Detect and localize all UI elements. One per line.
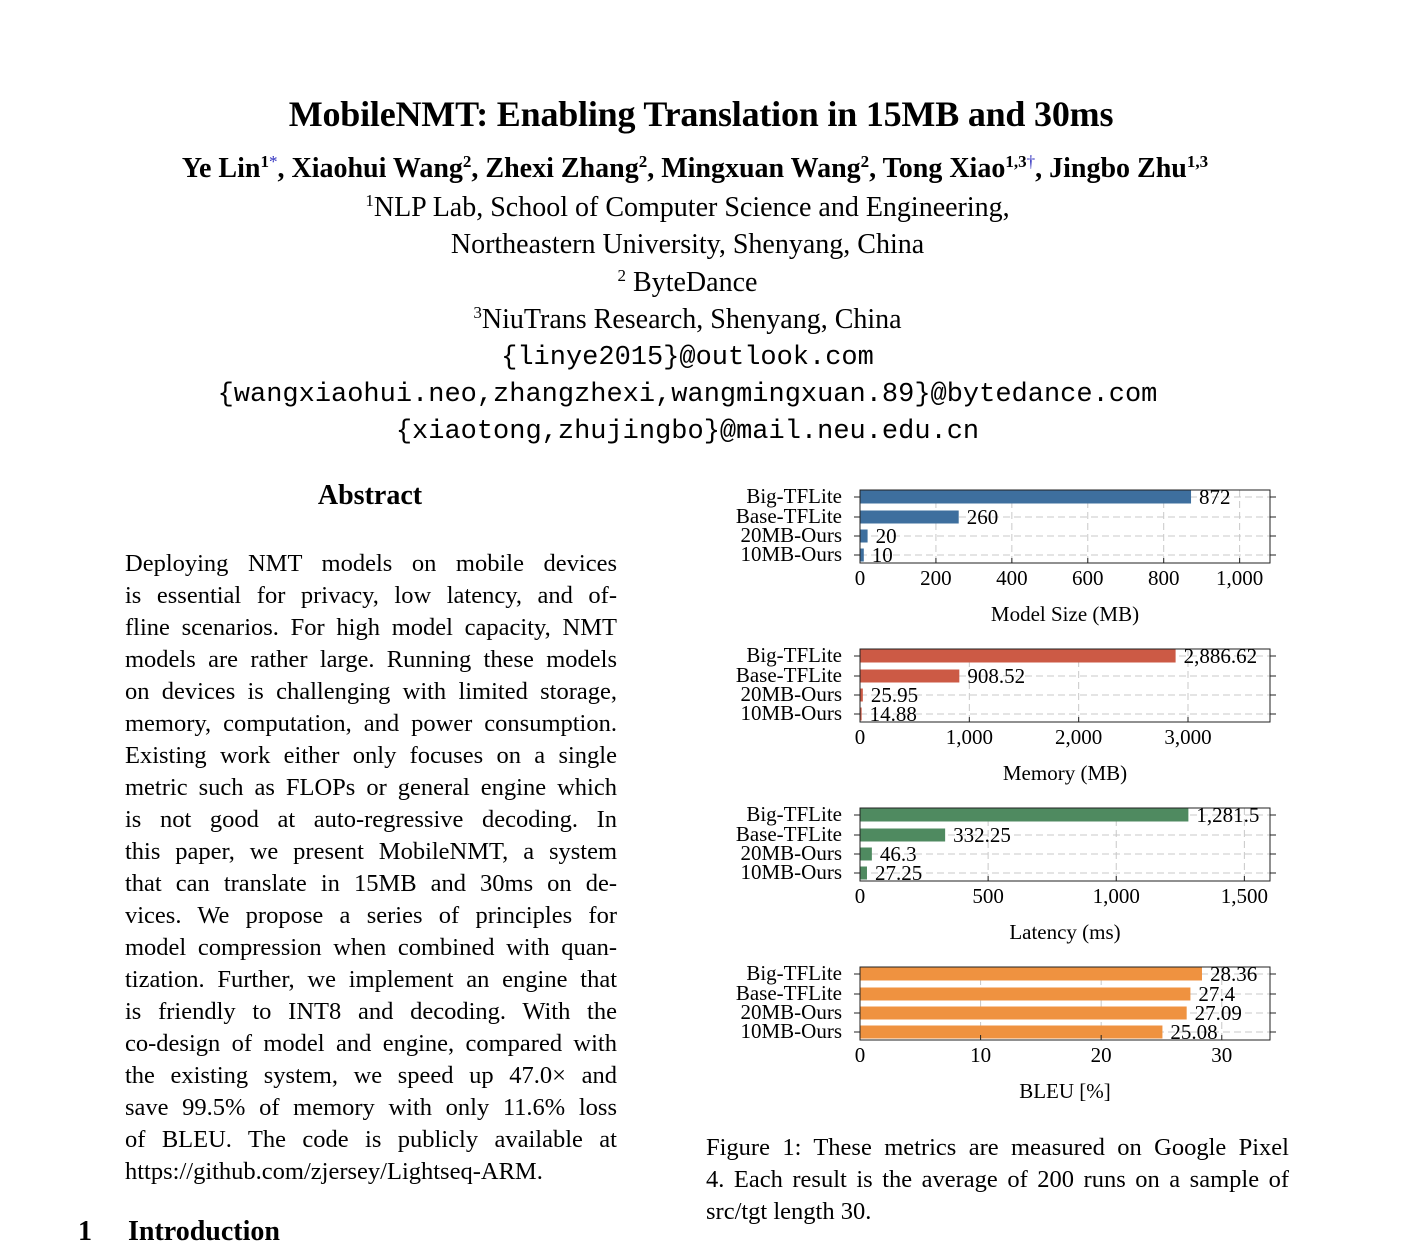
footnote-mark[interactable]: *	[268, 151, 278, 171]
data-label: 46.3	[879, 842, 917, 866]
figure-1-charts	[690, 478, 1290, 1110]
bar	[860, 1026, 1162, 1039]
x-axis-label: Model Size (MB)	[990, 602, 1140, 626]
affiliation-1-line-2: Northeastern University, Shenyang, China	[450, 229, 925, 260]
category-label: Base-TFLite	[735, 663, 842, 687]
email-line: {wangxiaohui.neo,zhangzhexi,wangmingxuan.89}@bytedance.com	[217, 380, 1158, 410]
abstract-line: models are rather large. Running these models	[125, 646, 617, 673]
data-label: 27.09	[1194, 1001, 1242, 1025]
x-axis-label: Memory (MB)	[1002, 761, 1128, 785]
data-label: 908.52	[967, 664, 1026, 688]
abstract-line: the existing system, we speed up 47.0× and	[125, 1062, 617, 1089]
category-label: Big-TFLite	[746, 802, 842, 826]
abstract-line: co-design of model and engine, compared with	[125, 1030, 617, 1057]
bar	[860, 988, 1190, 1001]
abstract-line: fline scenarios. For high model capacity, NMT	[125, 614, 617, 641]
x-tick-label: 0	[854, 725, 866, 749]
abstract-line: Existing work either only focuses on a single	[125, 742, 617, 769]
bar	[860, 1007, 1187, 1020]
bar	[860, 829, 945, 842]
author: Tong Xiao$^{1,3\dagger}$,	[882, 151, 1050, 184]
author: Xiaohui Wang$^2$,	[291, 151, 486, 184]
x-tick-label: 0	[854, 884, 866, 908]
category-label: Big-TFLite	[746, 961, 842, 985]
data-label: 2,886.62	[1183, 644, 1258, 668]
category-label: 20MB-Ours	[740, 682, 842, 706]
caption-line: src/tgt length 30.	[706, 1198, 872, 1225]
figure-caption	[706, 1132, 1289, 1228]
x-tick-label: 3,000	[1164, 725, 1212, 749]
category-label: 20MB-Ours	[740, 1000, 842, 1024]
chart-panel	[736, 643, 1276, 785]
bar	[860, 968, 1202, 981]
bar	[860, 549, 864, 562]
author-list	[0, 153, 1390, 185]
data-label: 25.95	[870, 683, 919, 707]
abstract-line: on devices is challenging with limited storage,	[125, 678, 617, 705]
category-label: Big-TFLite	[746, 643, 842, 667]
affiliation-1-line-1: $^1$NLP Lab, School of Computer Science and Engineering,	[365, 190, 1010, 223]
abstract-line: this paper, we present MobileNMT, a system	[125, 838, 617, 865]
category-label: Big-TFLite	[746, 484, 842, 508]
category-label: 10MB-Ours	[740, 542, 842, 566]
chart-panel	[736, 484, 1276, 626]
bar	[860, 670, 959, 683]
x-tick-label: 10	[970, 1043, 992, 1067]
email-line: {xiaotong,zhujingbo}@mail.neu.edu.cn	[395, 417, 980, 447]
x-tick-label: 0	[854, 1043, 866, 1067]
abstract-line: is friendly to INT8 and decoding. With the	[125, 998, 617, 1025]
abstract-line: https://github.com/zjersey/Lightseq-ARM.	[125, 1158, 543, 1185]
data-label: 20	[875, 524, 897, 548]
category-label: 10MB-Ours	[740, 1019, 842, 1043]
abstract-line: model compression when combined with quan-	[125, 934, 617, 961]
x-axis-label: BLEU [%]	[1019, 1079, 1111, 1103]
abstract-line: that can translate in 15MB and 30ms on de-	[125, 870, 617, 897]
data-label: 27.25	[874, 861, 923, 885]
category-label: 20MB-Ours	[740, 523, 842, 547]
author: Ye Lin$^{1*}$,	[181, 151, 292, 184]
category-label: Base-TFLite	[735, 504, 842, 528]
category-label: 10MB-Ours	[740, 860, 842, 884]
abstract-line: metric such as FLOPs or general engine which	[125, 774, 617, 801]
x-tick-label: 1,000	[945, 725, 993, 749]
category-label: 20MB-Ours	[740, 841, 842, 865]
caption-line: 4. Each result is the average of 200 runs on a sample of	[706, 1166, 1289, 1193]
bar	[860, 650, 1176, 663]
x-tick-label: 800	[1147, 566, 1180, 590]
x-tick-label: 1,000	[1092, 884, 1140, 908]
caption-line: Figure 1: These metrics are measured on Google Pixel	[706, 1134, 1289, 1161]
data-label: 872	[1199, 485, 1231, 509]
affiliation-3: $^3$NiuTrans Research, Shenyang, China	[473, 302, 902, 335]
author: Mingxuan Wang$^2$,	[661, 151, 883, 184]
data-label: 332.25	[953, 823, 1011, 847]
abstract-line: save 99.5% of memory with only 11.6% loss	[125, 1094, 617, 1121]
data-label: 1,281.5	[1196, 803, 1260, 827]
data-label: 25.08	[1170, 1020, 1218, 1044]
abstract-body	[125, 548, 617, 1188]
x-tick-label: 0	[854, 566, 866, 590]
chart-panel	[736, 802, 1276, 944]
bar	[860, 530, 868, 543]
x-tick-label: 2,000	[1055, 725, 1103, 749]
abstract-line: vices. We propose a series of principles for	[125, 902, 617, 929]
abstract-line: tization. Further, we implement an engine that	[125, 966, 617, 993]
bar	[860, 511, 959, 524]
bar	[860, 491, 1191, 504]
abstract-line: Deploying NMT models on mobile devices	[125, 550, 617, 577]
abstract-line: memory, computation, and power consumption.	[125, 710, 617, 737]
bar	[860, 867, 867, 880]
chart-panel	[736, 961, 1276, 1103]
section-heading-introduction: 1 Introduction	[78, 1216, 280, 1247]
x-tick-label: 600	[1072, 566, 1104, 590]
bar	[860, 809, 1188, 822]
category-label: Base-TFLite	[735, 822, 842, 846]
author: Jingbo Zhu$^{1,3}$	[1049, 151, 1209, 184]
x-tick-label: 1,500	[1220, 884, 1268, 908]
category-label: 10MB-Ours	[740, 701, 842, 725]
paper-title: MobileNMT: Enabling Translation in 15MB and 30ms	[288, 94, 1114, 134]
data-label: 28.36	[1209, 962, 1258, 986]
data-label: 260	[966, 505, 999, 529]
x-tick-label: 400	[996, 566, 1028, 590]
abstract-line: of BLEU. The code is publicly available at	[125, 1126, 617, 1153]
author: Zhexi Zhang$^2$,	[485, 151, 662, 184]
x-tick-label: 30	[1211, 1043, 1233, 1067]
footnote-mark[interactable]: †	[1026, 151, 1036, 171]
x-axis-label: Latency (ms)	[1009, 920, 1121, 944]
email-line: {linye2015}@outlook.com	[501, 343, 874, 373]
abstract-line: is not good at auto-regressive decoding. In	[125, 806, 617, 833]
data-label: 10	[871, 543, 893, 567]
x-tick-label: 20	[1090, 1043, 1112, 1067]
bar	[860, 848, 872, 861]
x-tick-label: 1,000	[1216, 566, 1264, 590]
data-label: 27.4	[1198, 982, 1236, 1006]
x-tick-label: 200	[920, 566, 952, 590]
data-label: 14.88	[869, 702, 917, 726]
affiliation-2: $^2$ ByteDance	[617, 265, 758, 298]
category-label: Base-TFLite	[735, 981, 842, 1005]
abstract-heading: Abstract	[317, 480, 423, 511]
x-tick-label: 500	[972, 884, 1004, 908]
abstract-line: is essential for privacy, low latency, and of-	[125, 582, 617, 609]
